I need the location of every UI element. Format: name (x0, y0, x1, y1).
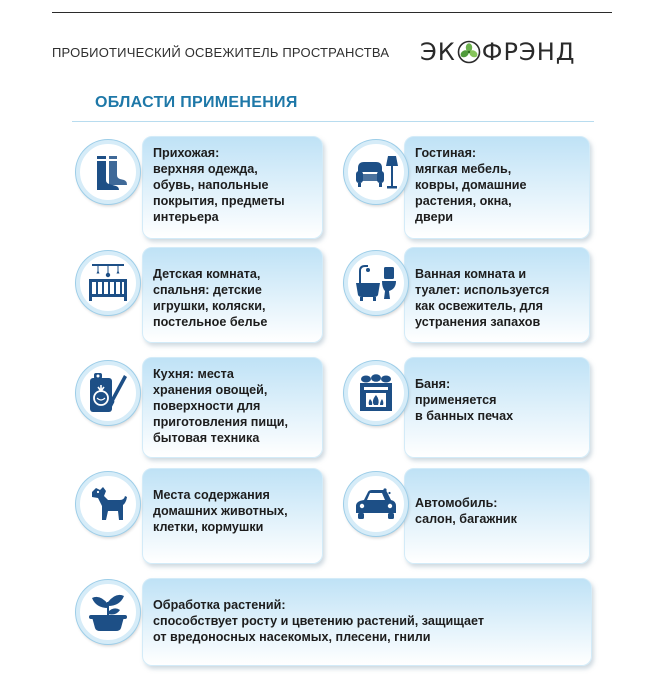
card-line: игрушки, коляски, (153, 299, 266, 313)
kitchen-board-icon (76, 361, 140, 425)
card-line: бытовая техника (153, 431, 260, 445)
card-line: Баня: (415, 377, 451, 391)
card-pets (142, 468, 323, 564)
brand-text-end: ФРЭНД (481, 38, 576, 66)
card-line: обувь, напольные (153, 178, 269, 192)
card-line: ковры, домашние (415, 178, 527, 192)
card-line: верхняя одежда, (153, 162, 258, 176)
card-kitchen (142, 357, 323, 458)
clover-leaf-icon (457, 40, 481, 64)
top-divider (52, 12, 612, 13)
card-line: в банных печах (415, 409, 514, 423)
card-line: как освежитель, для (415, 299, 543, 313)
boots-icon (76, 140, 140, 204)
card-plants (142, 578, 592, 666)
dog-icon (76, 472, 140, 536)
card-line: клетки, кормушки (153, 520, 264, 534)
armchair-lamp-icon (344, 140, 408, 204)
plant-pot-icon (76, 580, 140, 644)
brand-text-start: ЭК (420, 38, 456, 66)
card-line: двери (415, 210, 454, 224)
card-line: Места содержания (153, 488, 270, 502)
card-line: домашних животных, (153, 504, 288, 518)
bath-toilet-icon (344, 251, 408, 315)
car-icon (344, 472, 408, 536)
card-line: Детская комната, (153, 267, 261, 281)
brand-logo (420, 35, 575, 69)
card-line: туалет: используется (415, 283, 550, 297)
card-line: покрытия, предметы (153, 194, 285, 208)
card-line: поверхности для (153, 399, 261, 413)
card-line: Прихожая: (153, 146, 220, 160)
card-line: Кухня: места (153, 367, 234, 381)
card-line: Обработка растений: (153, 598, 286, 612)
card-line: салон, багажник (415, 512, 517, 526)
card-line: Гостиная: (415, 146, 477, 160)
sauna-stove-icon (344, 361, 408, 425)
card-line: Автомобиль: (415, 496, 498, 510)
card-hallway (142, 136, 323, 239)
card-line: растения, окна, (415, 194, 512, 208)
card-line: хранения овощей, (153, 383, 268, 397)
card-car (404, 468, 590, 564)
card-line: от вредоносных насекомых, плесени, гнили (153, 630, 431, 644)
card-line: Ванная комната и (415, 267, 527, 281)
card-line: спальня: детские (153, 283, 262, 297)
card-line: мягкая мебель, (415, 162, 512, 176)
card-line: способствует росту и цветению растений, защищает (153, 614, 484, 628)
section-title: ОБЛАСТИ ПРИМЕНЕНИЯ (95, 94, 298, 111)
section-divider (72, 121, 594, 122)
card-sauna (404, 357, 590, 458)
card-bathroom (404, 247, 590, 343)
card-line: устранения запахов (415, 315, 541, 329)
crib-icon (76, 251, 140, 315)
card-line: применяется (415, 393, 497, 407)
product-tagline: ПРОБИОТИЧЕСКИЙ ОСВЕЖИТЕЛЬ ПРОСТРАНСТВА (52, 45, 390, 60)
card-line: приготовления пищи, (153, 415, 289, 429)
card-line: интерьера (153, 210, 219, 224)
card-nursery (142, 247, 323, 343)
card-living-room (404, 136, 590, 239)
card-line: постельное белье (153, 315, 268, 329)
